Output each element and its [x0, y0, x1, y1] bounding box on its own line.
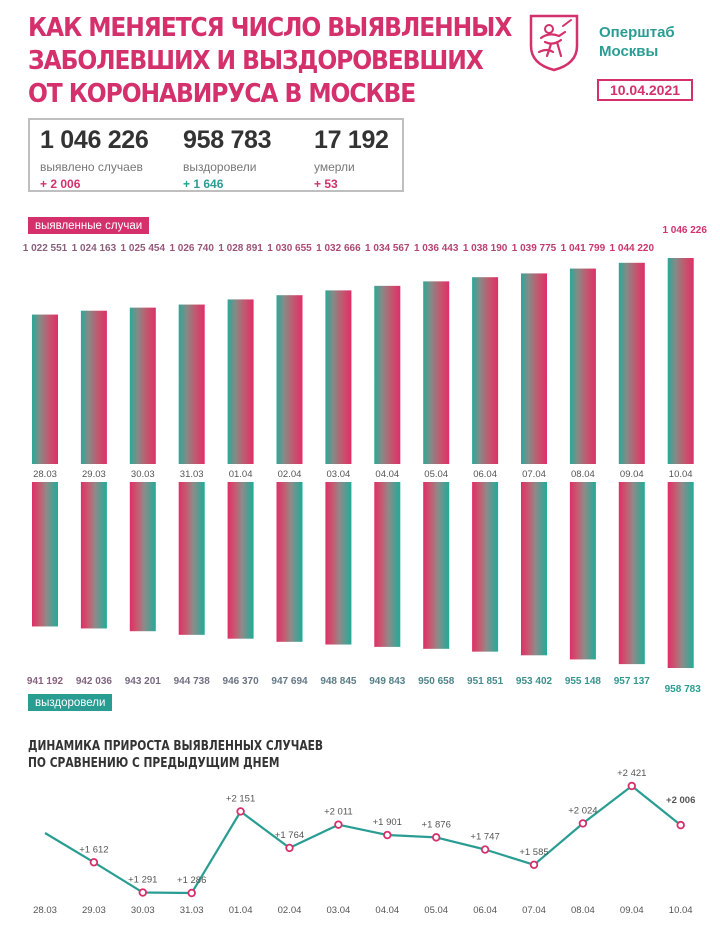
recovered-bar: [32, 482, 58, 626]
brand-line-2: Москвы: [599, 43, 659, 60]
line-date-label: 09.04: [619, 905, 644, 916]
recovered-bar: [472, 482, 498, 652]
increase-value-label: +1 901: [372, 817, 402, 829]
recovered-value-label: 957 137: [613, 676, 650, 687]
detected-bar: [570, 269, 596, 464]
recovered-bar: [423, 482, 449, 649]
increase-value-label: +1 286: [177, 875, 207, 886]
increase-point: [91, 859, 98, 866]
line-date-label: 02.04: [277, 905, 302, 916]
detected-date-label: 30.03: [130, 469, 155, 480]
increase-value-label: +1 612: [79, 844, 109, 856]
stat-deaths-label: умерли: [314, 160, 355, 174]
line-chart-title-2: ПО СРАВНЕНИЮ С ПРЕДЫДУЩИМ ДНЕМ: [28, 756, 280, 771]
recovered-value-label: 946 370: [222, 676, 259, 687]
increase-point: [286, 845, 293, 852]
detected-date-label: 04.04: [375, 469, 400, 480]
recovered-value-label: 958 783: [664, 684, 701, 695]
detected-date-label: 09.04: [619, 469, 644, 480]
line-date-label: 07.04: [522, 905, 546, 916]
detected-value-label: 1 041 799: [560, 243, 606, 254]
increase-point: [188, 890, 195, 897]
recovered-series-label: выздоровели: [28, 694, 112, 711]
recovered-value-label: 947 694: [271, 676, 308, 687]
detected-bar: [521, 273, 547, 464]
detected-bar: [374, 286, 400, 464]
detected-date-label: 31.03: [179, 469, 204, 480]
detected-date-label: 06.04: [473, 469, 497, 480]
increase-value-label: +1 747: [470, 831, 500, 843]
recovered-bar: [277, 482, 303, 642]
recovered-value-label: 949 843: [369, 676, 406, 687]
recovered-value-label: 951 851: [467, 676, 504, 687]
increase-point: [677, 822, 684, 829]
increase-value-label: +1 764: [274, 829, 305, 841]
detected-value-label: 1 039 775: [511, 243, 557, 254]
line-date-label: 31.03: [179, 905, 204, 916]
title-line-2: ЗАБОЛЕВШИХ И ВЫЗДОРОВЕВШИХ: [28, 46, 483, 76]
increase-value-label: +2 011: [324, 806, 353, 818]
line-date-label: 10.04: [668, 905, 693, 916]
increase-value-label: +2 151: [225, 793, 256, 805]
detected-date-label: 10.04: [668, 469, 693, 480]
recovered-value-label: 943 201: [124, 676, 161, 687]
increase-point: [237, 808, 244, 815]
stat-recovered-label: выздоровели: [183, 160, 257, 174]
detected-bar: [277, 295, 303, 464]
line-date-label: 01.04: [228, 905, 253, 916]
stat-recovered-delta: + 1 646: [183, 177, 224, 191]
detected-date-label: 29.03: [82, 469, 106, 480]
recovered-bar: [668, 482, 694, 668]
stat-deaths-value: 17 192: [314, 126, 389, 154]
recovered-bar: [130, 482, 156, 631]
detected-value-label: 1 034 567: [365, 243, 410, 254]
stat-recovered-value: 958 783: [183, 126, 272, 154]
detected-bar: [619, 263, 645, 464]
detected-date-label: 05.04: [424, 469, 449, 480]
detected-date-label: 07.04: [522, 469, 546, 480]
recovered-bar: [325, 482, 351, 645]
detected-date-label: 28.03: [33, 469, 57, 480]
recovered-value-label: 941 192: [26, 676, 64, 687]
brand-line-1: Оперштаб: [599, 24, 675, 41]
title-line-1: КАК МЕНЯЕТСЯ ЧИСЛО ВЫЯВЛЕННЫХ: [28, 13, 512, 43]
detected-series-label: выявленные случаи: [28, 217, 149, 234]
recovered-bar: [570, 482, 596, 659]
stat-deaths-delta: + 53: [314, 177, 338, 191]
recovered-bar: [521, 482, 547, 655]
recovered-bar: [179, 482, 205, 635]
detected-value-label: 1 028 891: [218, 243, 263, 254]
line-date-label: 08.04: [571, 905, 595, 916]
detected-bar: [472, 277, 498, 464]
detected-bar: [130, 308, 156, 464]
increase-value-label: +2 421: [617, 768, 647, 779]
date-badge: 10.04.2021: [597, 79, 693, 101]
increase-value-label: +2 006: [666, 795, 696, 807]
recovered-bar: [374, 482, 400, 647]
increase-point: [482, 846, 489, 853]
stat-detected-delta: + 2 006: [40, 177, 81, 191]
detected-bar: [81, 311, 107, 464]
detected-value-label: 1 046 226: [662, 225, 707, 236]
line-date-label: 06.04: [473, 905, 497, 916]
detected-value-label: 1 044 220: [609, 243, 655, 254]
stat-detected-value: 1 046 226: [40, 126, 149, 154]
recovered-value-label: 950 658: [418, 676, 455, 687]
line-date-label: 04.04: [375, 905, 400, 916]
increase-point: [335, 821, 342, 828]
increase-value-label: +1 291: [128, 874, 158, 886]
increase-point: [531, 862, 538, 869]
line-date-label: 30.03: [130, 905, 155, 916]
line-date-label: 03.04: [326, 905, 351, 916]
detected-bar: [668, 258, 694, 464]
line-chart-title-1: ДИНАМИКА ПРИРОСТА ВЫЯВЛЕННЫХ СЛУЧАЕВ: [28, 739, 324, 754]
detected-value-label: 1 025 454: [120, 243, 166, 254]
detected-bar: [325, 290, 351, 464]
recovered-bar: [81, 482, 107, 628]
detected-value-label: 1 026 740: [169, 243, 214, 254]
detected-bar: [32, 315, 58, 464]
line-date-label: 28.03: [33, 905, 57, 916]
recovered-bar: [228, 482, 254, 639]
recovered-value-label: 948 845: [320, 676, 357, 687]
recovered-bar: [619, 482, 645, 664]
detected-date-label: 02.04: [277, 469, 302, 480]
recovered-value-label: 955 148: [564, 676, 601, 687]
detected-bar: [228, 299, 254, 464]
detected-date-label: 01.04: [228, 469, 253, 480]
detected-bar: [423, 281, 449, 464]
line-date-label: 29.03: [82, 905, 106, 916]
detected-value-label: 1 022 551: [22, 243, 68, 254]
increase-point: [629, 783, 636, 790]
recovered-value-label: 953 402: [515, 676, 553, 687]
detected-value-label: 1 030 655: [267, 243, 312, 254]
increase-value-label: +1 585: [519, 846, 549, 858]
increase-value-label: +2 024: [568, 805, 598, 817]
increase-point: [384, 832, 391, 839]
title-line-3: ОТ КОРОНАВИРУСА В МОСКВЕ: [28, 79, 416, 109]
detected-value-label: 1 032 666: [316, 243, 361, 254]
recovered-value-label: 944 738: [173, 676, 210, 687]
recovered-value-label: 942 036: [75, 676, 112, 687]
increase-value-label: +1 876: [421, 819, 451, 831]
detected-value-label: 1 038 190: [462, 243, 508, 254]
line-date-label: 05.04: [424, 905, 449, 916]
detected-bar: [179, 305, 205, 464]
detected-value-label: 1 024 163: [71, 243, 117, 254]
detected-value-label: 1 036 443: [413, 243, 459, 254]
detected-date-label: 03.04: [326, 469, 351, 480]
stat-detected-label: выявлено случаев: [40, 160, 143, 174]
increase-point: [580, 820, 587, 827]
increase-point: [433, 834, 440, 841]
detected-date-label: 08.04: [571, 469, 595, 480]
line-chart-title: [28, 738, 323, 772]
increase-point: [140, 889, 147, 896]
